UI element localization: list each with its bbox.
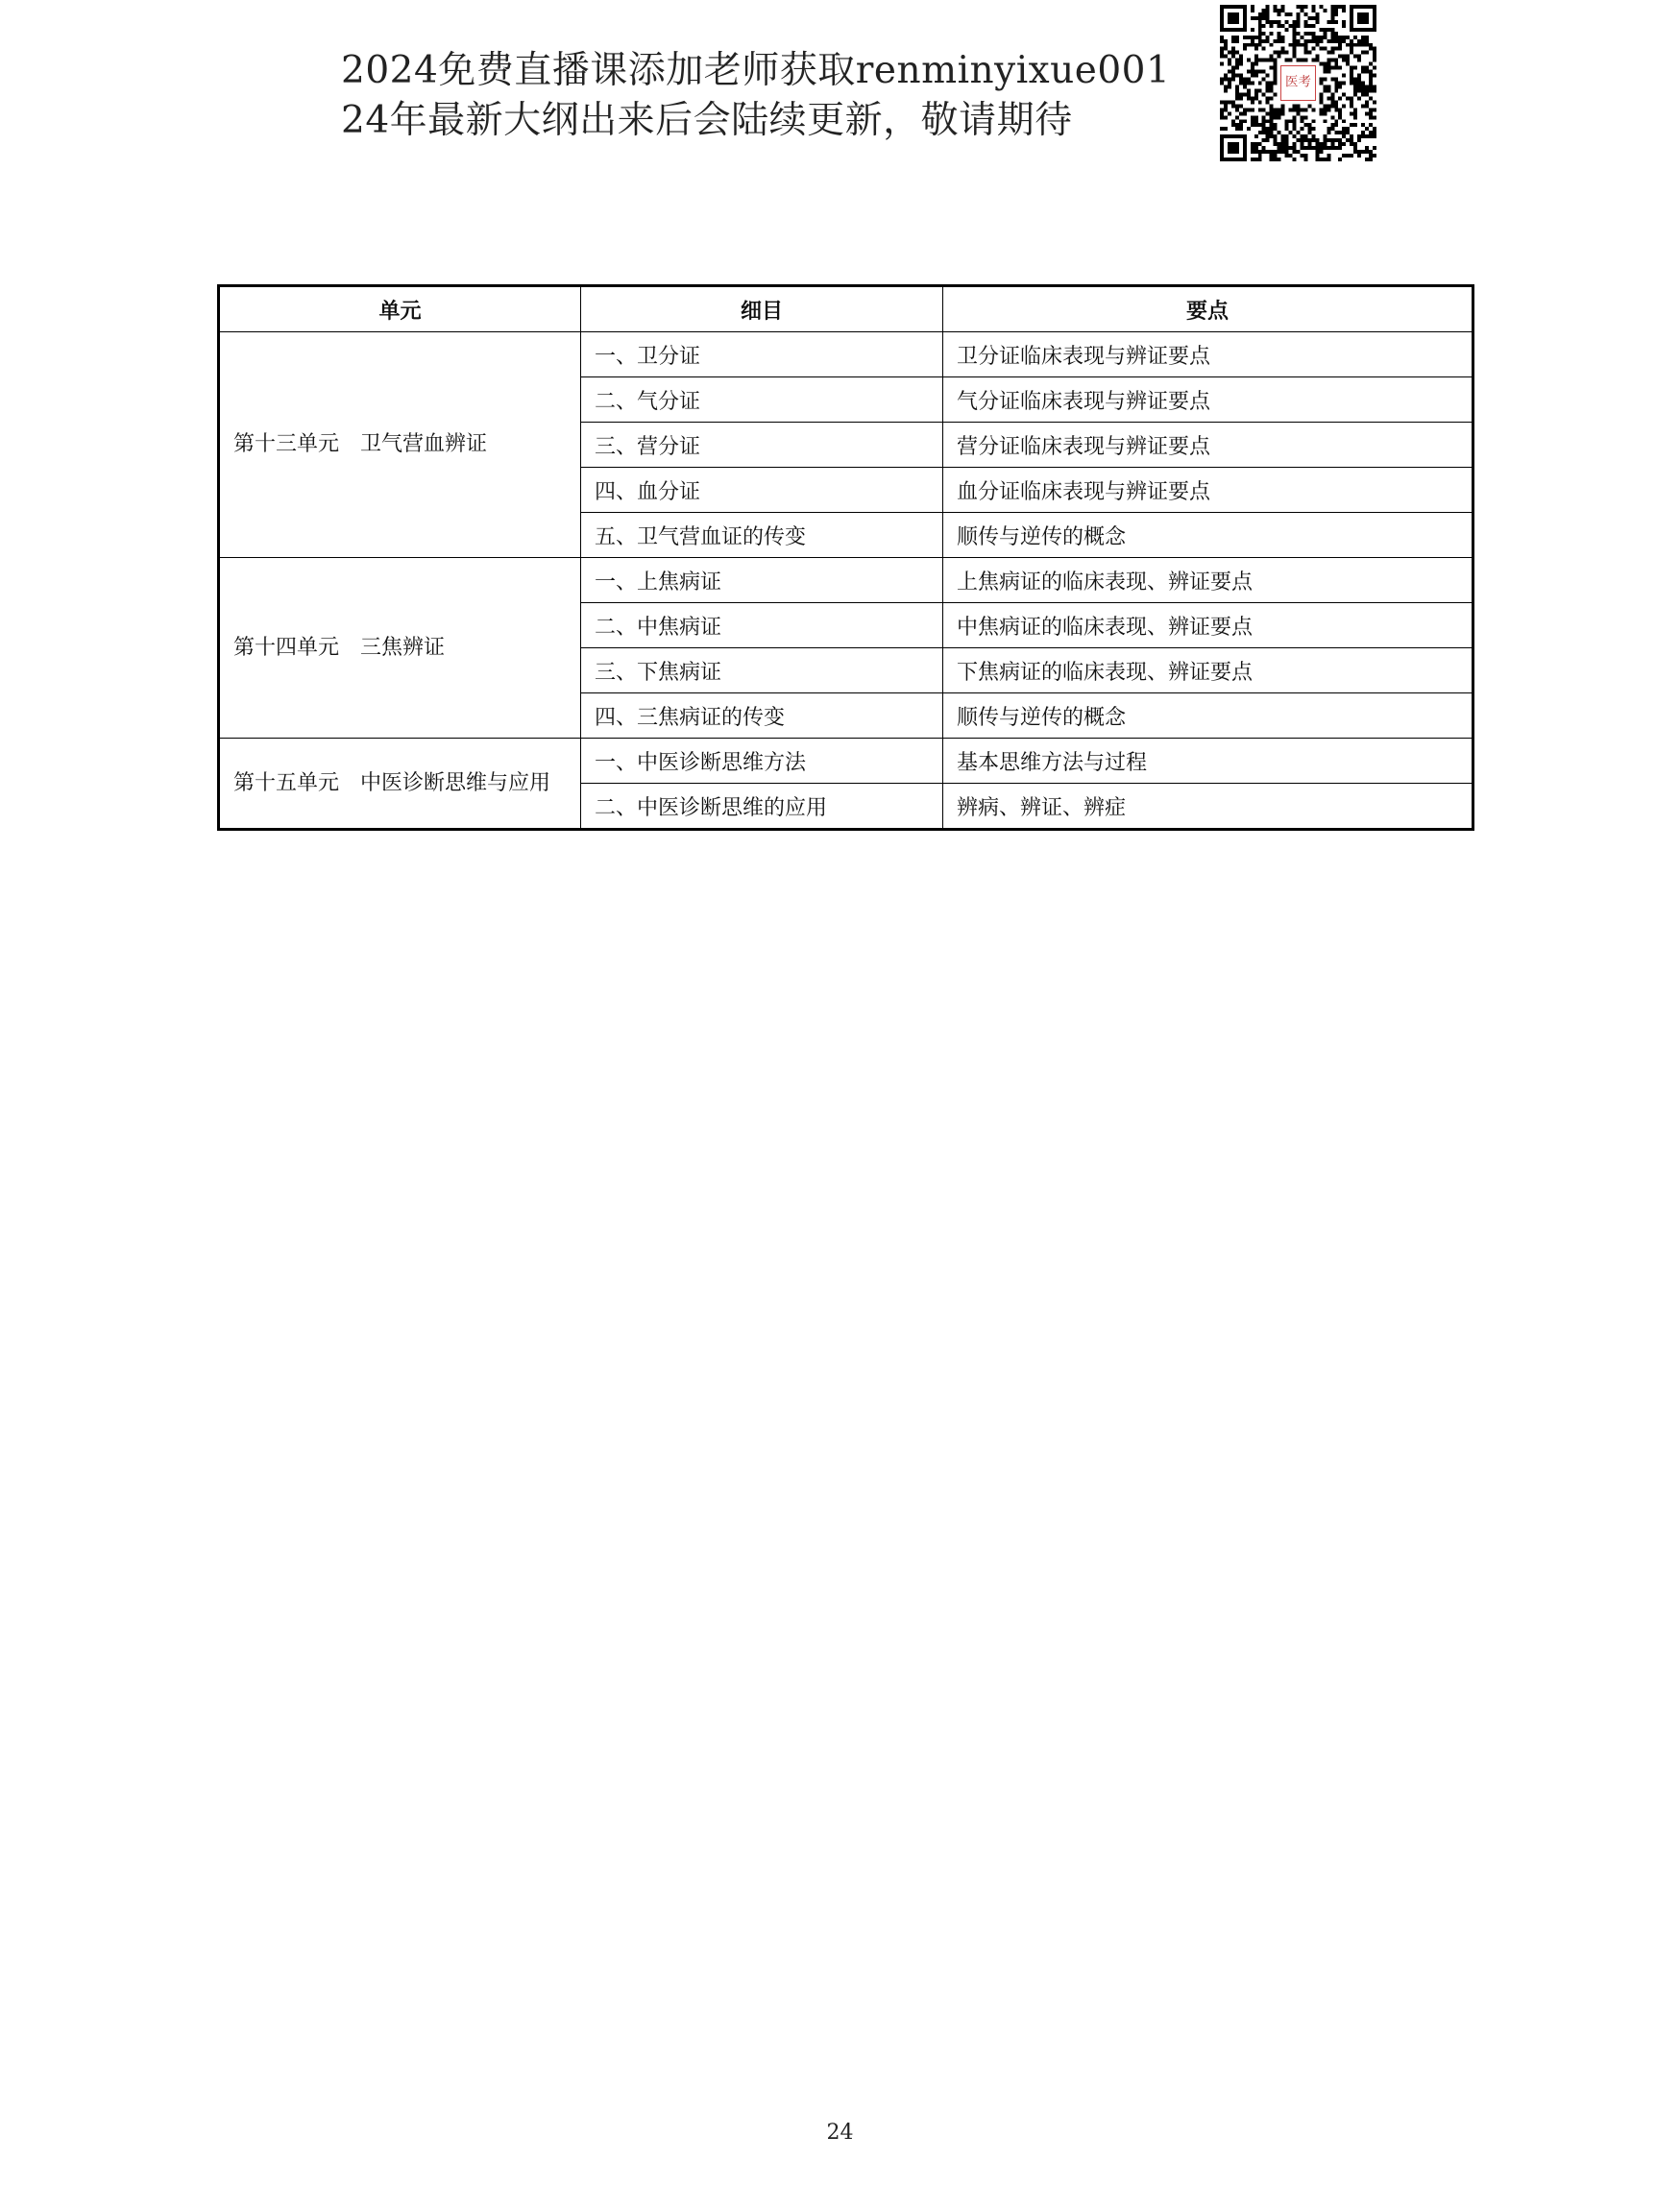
unit-cell: 第十五单元 中医诊断思维与应用 (219, 739, 581, 830)
item-cell: 五、卫气营血证的传变 (581, 513, 943, 558)
table-row (219, 558, 1473, 603)
points-cell: 下焦病证的临床表现、辨证要点 (943, 648, 1473, 693)
syllabus-table (217, 284, 1474, 831)
header-item: 细目 (581, 286, 943, 332)
points-cell: 顺传与逆传的概念 (943, 693, 1473, 739)
points-cell: 营分证临床表现与辨证要点 (943, 423, 1473, 468)
qr-badge-text: 医考 (1285, 74, 1311, 90)
header-unit: 单元 (219, 286, 581, 332)
unit-cell: 第十三单元 卫气营血辨证 (219, 332, 581, 558)
item-cell: 三、下焦病证 (581, 648, 943, 693)
points-cell: 中焦病证的临床表现、辨证要点 (943, 603, 1473, 648)
points-cell: 上焦病证的临床表现、辨证要点 (943, 558, 1473, 603)
points-cell: 顺传与逆传的概念 (943, 513, 1473, 558)
item-cell: 三、营分证 (581, 423, 943, 468)
points-cell: 卫分证临床表现与辨证要点 (943, 332, 1473, 377)
points-cell: 辨病、辨证、辨症 (943, 784, 1473, 830)
item-cell: 一、上焦病证 (581, 558, 943, 603)
promo-header (341, 46, 1205, 146)
item-cell: 四、三焦病证的传变 (581, 693, 943, 739)
header-points: 要点 (943, 286, 1473, 332)
table-row (219, 332, 1473, 377)
promo-line-2: 24年最新大纲出来后会陆续更新，敬请期待 (341, 99, 1073, 142)
qr-code-icon (1220, 5, 1376, 161)
unit-cell: 第十四单元 三焦辨证 (219, 558, 581, 739)
item-cell: 二、中医诊断思维的应用 (581, 784, 943, 830)
item-cell: 一、卫分证 (581, 332, 943, 377)
item-cell: 二、中焦病证 (581, 603, 943, 648)
item-cell: 一、中医诊断思维方法 (581, 739, 943, 784)
points-cell: 血分证临床表现与辨证要点 (943, 468, 1473, 513)
promo-line-1: 2024免费直播课添加老师获取renminyixue001 (341, 49, 1171, 92)
points-cell: 基本思维方法与过程 (943, 739, 1473, 784)
table-header-row (219, 286, 1473, 332)
table-row (219, 739, 1473, 784)
item-cell: 四、血分证 (581, 468, 943, 513)
page-number: 24 (826, 2121, 854, 2145)
item-cell: 二、气分证 (581, 377, 943, 423)
points-cell: 气分证临床表现与辨证要点 (943, 377, 1473, 423)
